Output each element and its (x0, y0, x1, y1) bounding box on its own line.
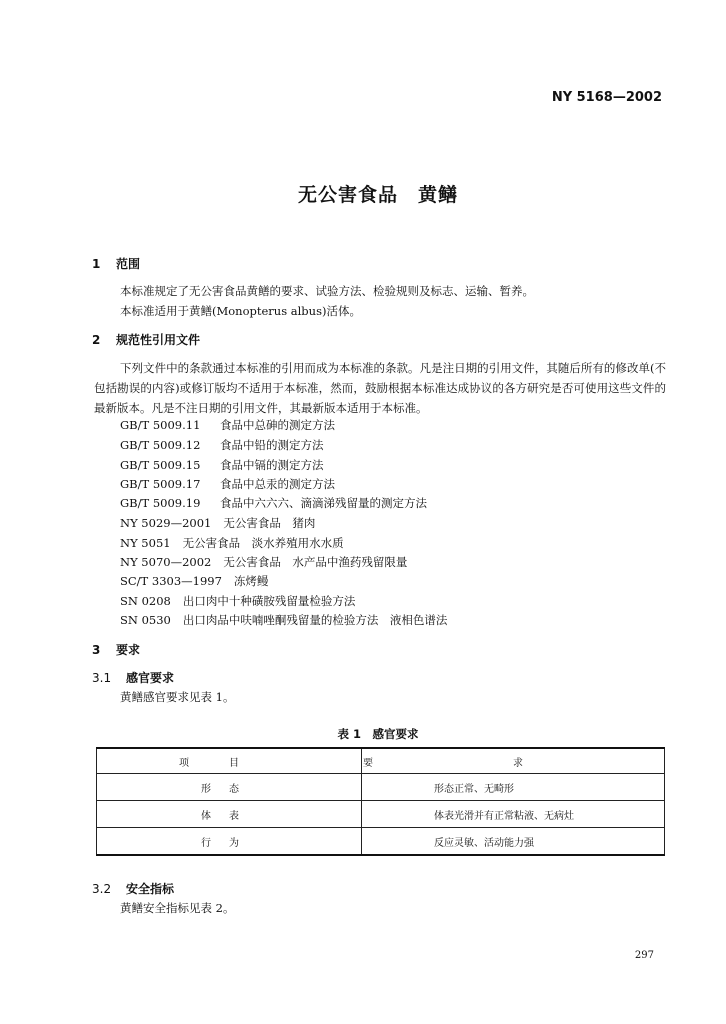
reference-code: SC/T 3303—1997 (120, 574, 222, 588)
reference-title: 食品中总砷的测定方法 (220, 418, 335, 432)
section-number: 2 (92, 333, 101, 347)
reference-item (120, 554, 407, 570)
subsection-3-2-heading (92, 880, 174, 897)
reference-code: SN 0208 (120, 594, 171, 608)
subsection-3-1-heading (92, 669, 174, 686)
safety-text: 黄鳝安全指标见表 2。 (120, 901, 235, 915)
table-cell-requirement: 体表光滑并有正常粘液、无病灶 (362, 801, 665, 828)
reference-item (120, 612, 447, 628)
reference-code: NY 5051 (120, 536, 171, 550)
reference-title: 食品中总汞的测定方法 (220, 477, 335, 491)
section-2-heading (92, 331, 200, 348)
table-cell-item: 体表 (97, 801, 362, 828)
section-number: 1 (92, 257, 101, 271)
reference-code: SN 0530 (120, 613, 171, 627)
table-cell-item: 行为 (97, 828, 362, 856)
reference-title: 食品中六六六、滴滴涕残留量的测定方法 (220, 496, 427, 510)
reference-code: GB/T 5009.15 (120, 458, 201, 472)
scope-line-1: 本标准规定了无公害食品黄鳝的要求、试验方法、检验规则及标志、运输、暂养。 (120, 284, 534, 298)
section-number: 3 (92, 643, 101, 657)
reference-title: 食品中镉的测定方法 (220, 458, 324, 472)
table-row (97, 801, 665, 828)
reference-title: 冻烤鳗 (233, 574, 269, 588)
reference-title: 食品中铅的测定方法 (220, 438, 324, 452)
normative-paragraph: 下列文件中的条款通过本标准的引用而成为本标准的条款。凡是注日期的引用文件，其随后所有的修改单(不包括勘误的内容)或修订版均不适用于本标准，然而，鼓励根据本标准达成协议的各方研究是否可使用这些文件的最新版本。凡是不注日期的引用文件，其最新版本适用于本标准。 (94, 361, 666, 415)
reference-item (120, 573, 268, 589)
section-3-heading (92, 641, 140, 658)
reference-item (120, 515, 315, 531)
reference-item (120, 437, 324, 453)
reference-code: GB/T 5009.11 (120, 418, 201, 432)
standard-code: NY 5168—2002 (551, 90, 662, 105)
section-title: 要求 (116, 643, 141, 657)
reference-title: 出口肉中十种磺胺残留量检验方法 (182, 594, 356, 608)
reference-code: GB/T 5009.19 (120, 496, 201, 510)
subsection-title: 感官要求 (126, 671, 175, 685)
table-header-row (97, 748, 665, 774)
subsection-number: 3.2 (92, 882, 112, 896)
reference-item (120, 535, 344, 551)
reference-code: GB/T 5009.12 (120, 438, 201, 452)
reference-code: NY 5029—2001 (120, 516, 212, 530)
subsection-title: 安全指标 (126, 882, 175, 896)
table-cell-item: 形态 (97, 774, 362, 801)
reference-title: 出口肉品中呋喃唑酮残留量的检验方法 液相色谱法 (182, 613, 448, 627)
table-cell-requirement: 反应灵敏、活动能力强 (362, 828, 665, 856)
section-title: 规范性引用文件 (116, 333, 201, 347)
sensory-requirements-table (96, 747, 665, 856)
document-title: 无公害食品 黄鳝 (297, 184, 458, 206)
reference-code: NY 5070—2002 (120, 555, 212, 569)
sensory-text: 黄鳝感官要求见表 1。 (120, 690, 235, 704)
reference-item (120, 457, 324, 473)
page-number: 297 (634, 950, 654, 961)
scope-line-2: 本标准适用于黄鳝(Monopterus albus)活体。 (120, 304, 361, 318)
section-title: 范围 (116, 257, 141, 271)
table-header-item: 项目 (97, 748, 362, 774)
reference-title: 无公害食品 水产品中渔药残留限量 (223, 555, 408, 569)
reference-item (120, 495, 427, 511)
section-1-heading (92, 255, 140, 272)
subsection-number: 3.1 (92, 671, 112, 685)
reference-title: 无公害食品 淡水养殖用水水质 (182, 536, 344, 550)
reference-code: GB/T 5009.17 (120, 477, 201, 491)
reference-item (120, 593, 355, 609)
table-header-requirement: 要求 (362, 748, 665, 774)
reference-title: 无公害食品 猪肉 (223, 516, 316, 530)
table-row (97, 774, 665, 801)
table-row (97, 828, 665, 856)
reference-item (120, 417, 335, 433)
table-1-caption: 表 1 感官要求 (337, 727, 419, 741)
table-cell-requirement: 形态正常、无畸形 (362, 774, 665, 801)
reference-item (120, 476, 335, 492)
